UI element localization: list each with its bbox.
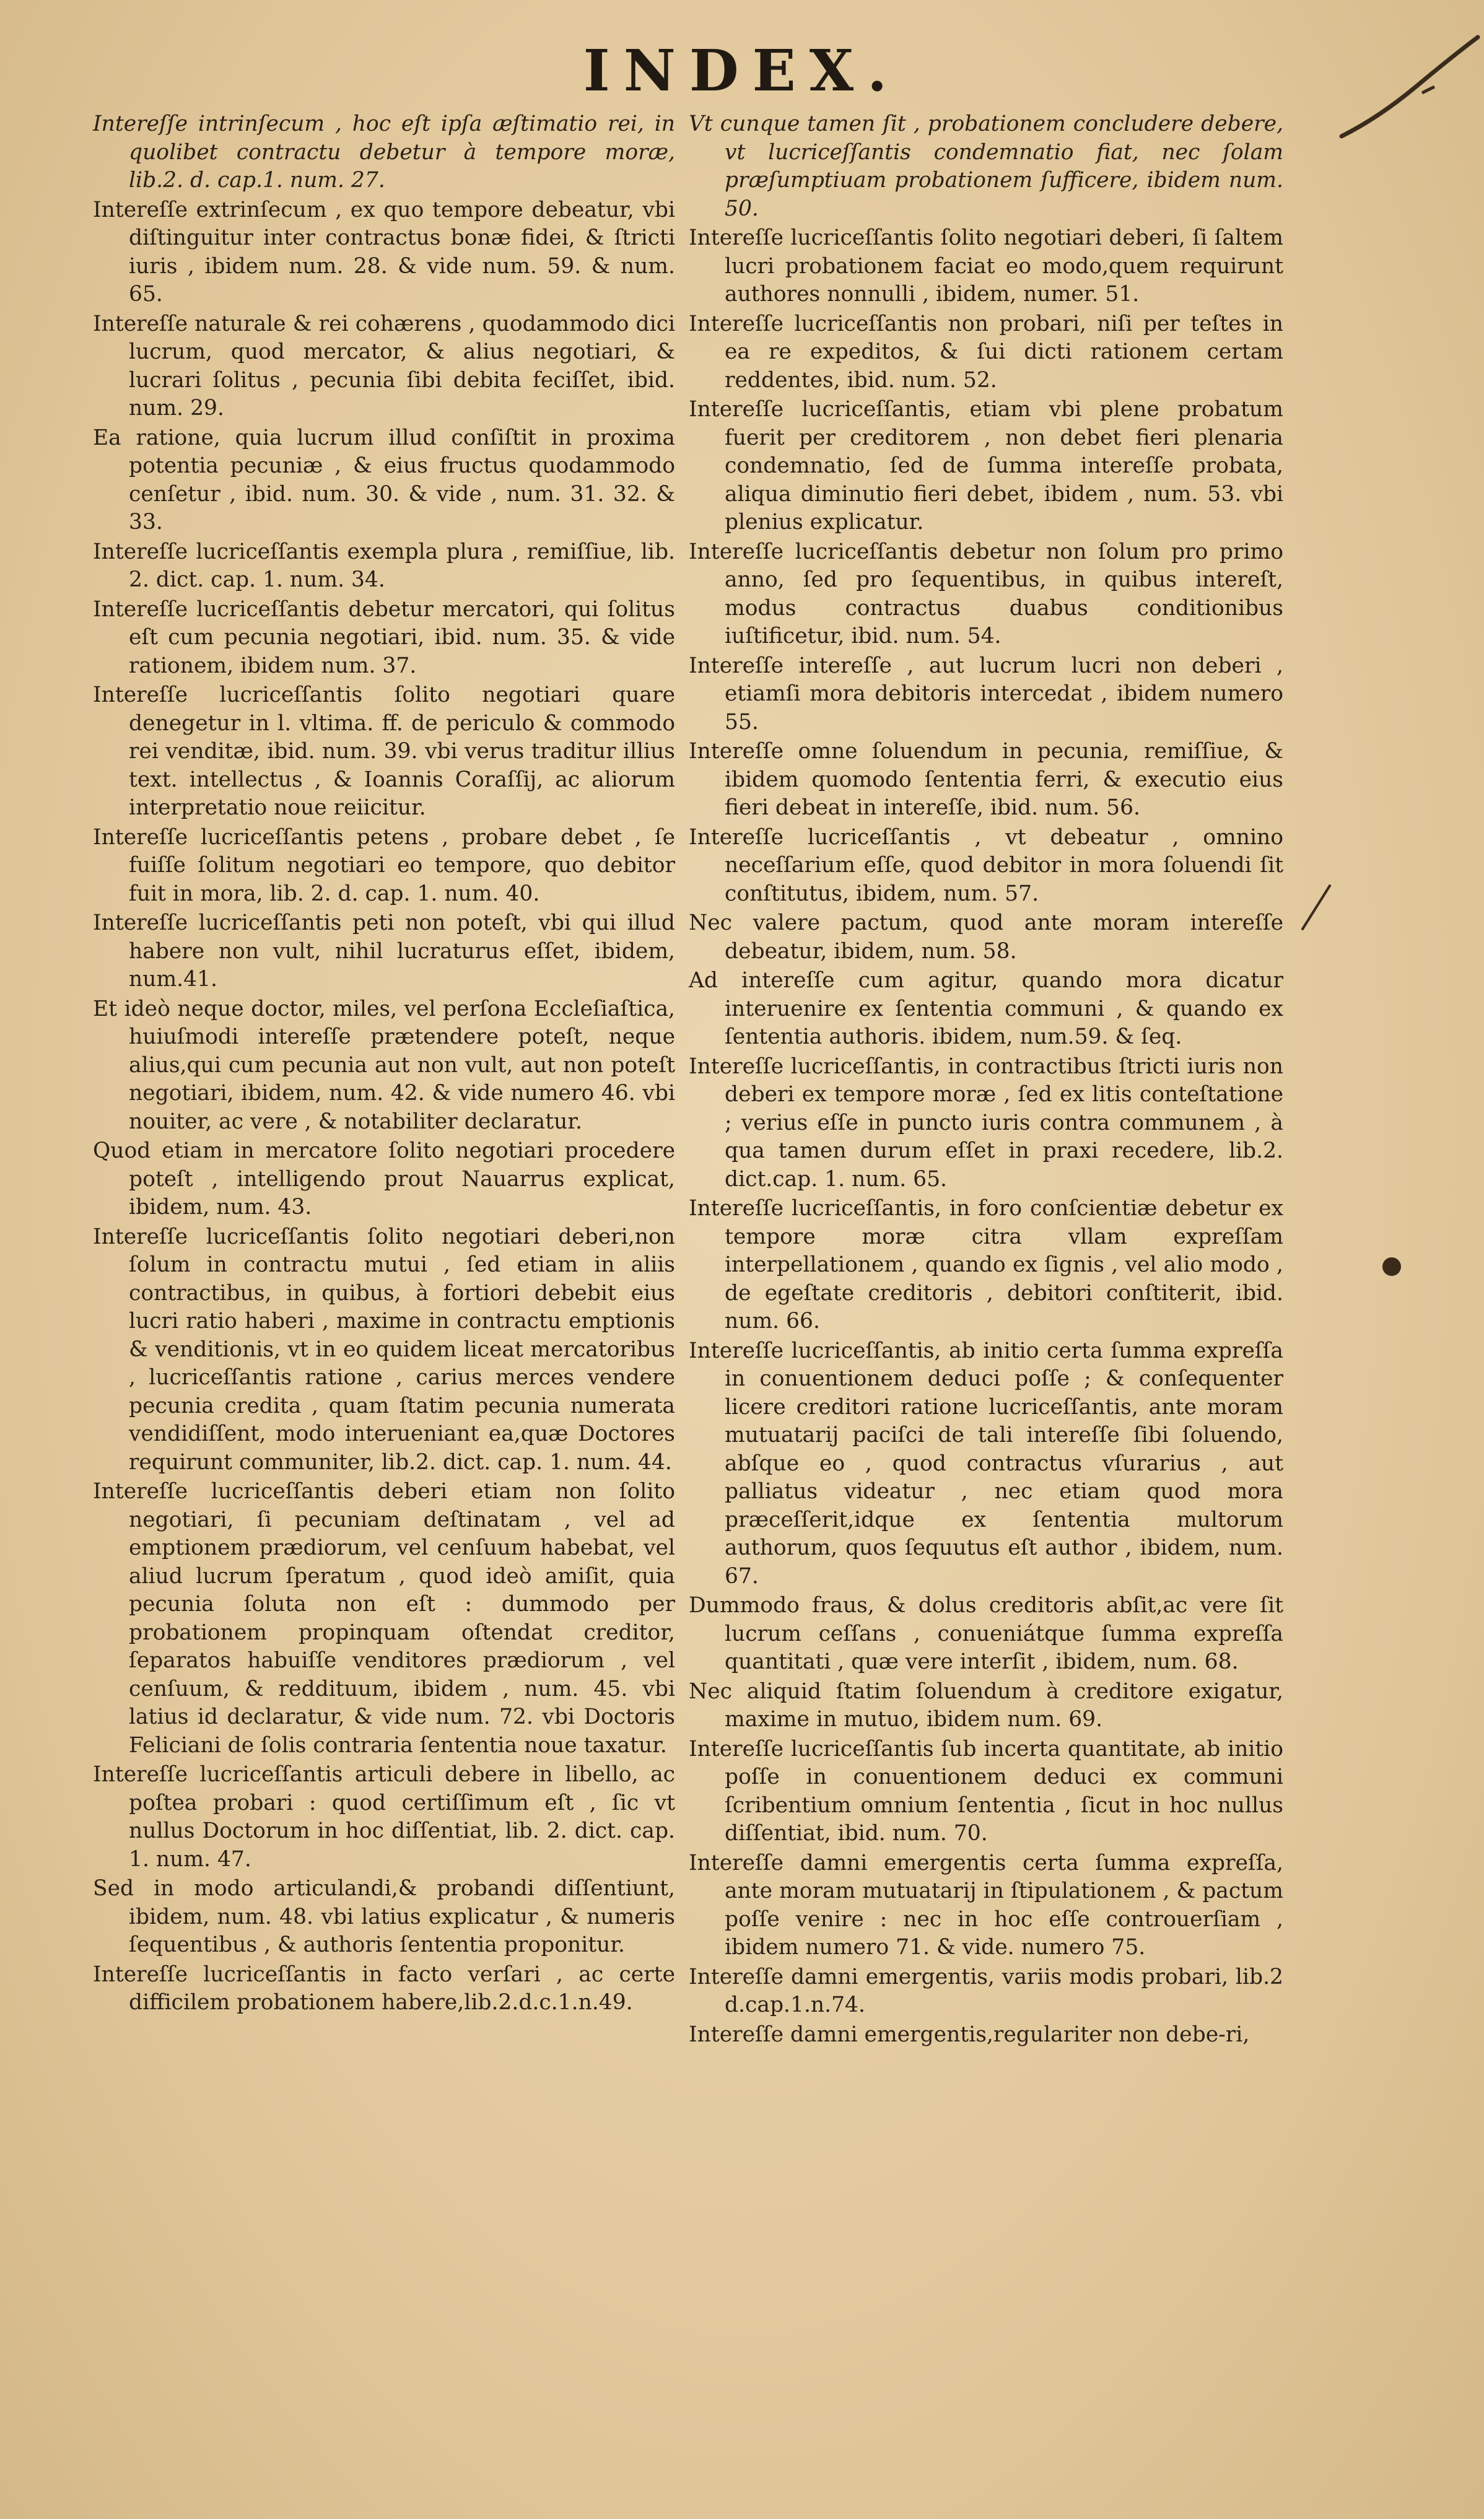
index-entry: Intereſſe extrinſecum , ex quo tempore debeatur, vbi diſtinguitur inter contractus bonæ fidei, & ſtricti iuris , ibidem num. 28. & vide num. 59. & num. 65. xyxy=(93,197,675,307)
right-column xyxy=(689,110,1283,2050)
index-entry: Ea ratione, quia lucrum illud conſiſtit in proxima potentia pecuniæ , & eius fructus quodammodo cenſetur , ibid. num. 30. & vide , num. 31. 32. & 33. xyxy=(93,425,675,535)
index-entry: Intereſſe lucriceſſantis ſolito negotiari deberi, ſi ſaltem lucri probationem faciat eo modo,quem requirunt authores nonnulli , ibidem, numer. 51. xyxy=(689,225,1283,307)
index-entry: Intereſſe lucriceſſantis petens , probare debet , ſe fuiſſe ſolitum negotiari eo tempore, quo debitor fuit in mora, lib. 2. d. cap. 1. num. 40. xyxy=(93,824,675,906)
index-entry: Intereſſe lucriceſſantis, etiam vbi plene probatum fuerit per creditorem , non debet fieri plenaria condemnatio, ſed de ſumma intereſſe probata, aliqua diminutio fieri debet, ibidem , num. 53. vbi plenius explicatur. xyxy=(689,397,1283,535)
index-entry: Intereſſe lucriceſſantis deberi etiam non ſolito negotiari, ſi pecuniam deſtinatam , vel ad emptionem prædiorum, vel cenſuum habebat, vel aliud lucrum ſperatum , quod ideò amiſit, quia pecunia ſoluta non eſt : dummodo per probationem propinquam oſtendat creditor, ſeparatos habuiſſe venditores prædiorum , vel cenſuum, & reddituum, ibidem , num. 45. vbi latius id declaratur, & vide num. 72. vbi Doctoris Feliciani de ſolis contraria ſententia noue taxatur. xyxy=(93,1479,675,1758)
index-entry: Vt cunque tamen ſit , probationem concludere debere, vt lucriceſſantis condemnatio fiat, nec ſolam præſumptiuam probationem ſufficere, ibidem num. 50. xyxy=(689,111,1283,221)
index-entry: Intereſſe lucriceſſantis non probari, niſi per teſtes in ea re expeditos, & ſui dicti rationem certam reddentes, ibid. num. 52. xyxy=(689,311,1283,393)
index-entry: Intereſſe damni emergentis,regulariter non debe-ri, xyxy=(689,2022,1250,2047)
pen-stroke-mark xyxy=(1329,25,1484,167)
index-entry: Intereſſe lucriceſſantis, in contractibus ſtricti iuris non deberi ex tempore moræ , ſed ex litis conteſtatione ; verius eſſe in puncto iuris contra communem , à qua tamen durum eſſet in praxi recedere, lib.2. dict.cap. 1. num. 65. xyxy=(689,1054,1283,1192)
index-entry: Nec valere pactum, quod ante moram intereſſe debeatur, ibidem, num. 58. xyxy=(689,910,1283,964)
index-entry: Intereſſe damni emergentis, variis modis probari, lib.2 d.cap.1.n.74. xyxy=(689,1964,1283,2017)
index-entry: Dummodo fraus, & dolus creditoris abſit,ac vere ſit lucrum ceſſans , conueniátque ſumma expreſſa quantitati , quæ vere interſit , ibidem, num. 68. xyxy=(689,1593,1283,1674)
index-entry: Intereſſe lucriceſſantis debetur non ſolum pro primo anno, ſed pro ſequentibus, in quibus intereſt, modus contractus duabus conditionibus iuſtificetur, ibid. num. 54. xyxy=(689,539,1283,648)
index-entry: Intereſſe lucriceſſantis peti non poteſt, vbi qui illud habere non vult, nihil lucraturus eſſet, ibidem, num.41. xyxy=(93,910,675,992)
index-entry: Ad intereſſe cum agitur, quando mora dicatur interuenire ex ſententia communi , & quando ex ſententia authoris. ibidem, num.59. & ſeq. xyxy=(689,968,1283,1049)
index-entry: Intereſſe lucriceſſantis ſolito negotiari deberi,non ſolum in contractu mutui , ſed etiam in aliis contractibus, in quibus, à fortiori debebit eius lucri ratio haberi , maxime in contractu emptionis & venditionis, vt in eo quidem liceat mercatoribus , lucriceſſantis ratione , carius merces vendere pecunia credita , quam ſtatim pecunia numerata vendidiſſent, modo interueniant ea,quæ Doctores requirunt communiter, lib.2. dict. cap. 1. num. 44. xyxy=(93,1224,675,1475)
index-entry: Intereſſe lucriceſſantis, ab initio certa ſumma expreſſa in conuentionem deduci poſſe ; & conſequenter licere creditori ratione lucriceſſantis, ante moram mutuatarij paciſci de tali intereſſe ſibi ſoluendo, abſque eo , quod contractus vſurarius , aut palliatus videatur , nec etiam quod mora præceſſerit,idque ex ſententia multorum authorum, quos ſequutus eſt author , ibidem, num. 67. xyxy=(689,1338,1283,1589)
index-entry: Nec aliquid ſtatim ſoluendum à creditore exigatur, maxime in mutuo, ibidem num. 69. xyxy=(689,1679,1283,1732)
ink-tick-mark xyxy=(1298,880,1335,935)
index-entry: Sed in modo articulandi,& probandi diſſentiunt, ibidem, num. 48. vbi latius explicatur , & numeris ſequentibus , & authoris ſententia proponitur. xyxy=(93,1876,675,1957)
left-column xyxy=(93,110,675,2019)
index-entry: Intereſſe damni emergentis certa ſumma expreſſa, ante moram mutuatarij in ſtipulationem , & pactum poſſe venire : nec in hoc eſſe controuerſiam , ibidem numero 71. & vide. numero 75. xyxy=(689,1850,1283,1960)
index-entry: Intereſſe lucriceſſantis articuli debere in libello, ac poſtea probari : quod certiſſimum eſt , ſic vt nullus Doctorum in hoc diſſentiat, lib. 2. dict. cap. 1. num. 47. xyxy=(93,1762,675,1872)
ink-blot xyxy=(1382,1257,1401,1276)
index-entry: Intereſſe lucriceſſantis exempla plura , remiſſiue, lib. 2. dict. cap. 1. num. 34. xyxy=(93,539,675,592)
index-entry: Intereſſe lucriceſſantis , vt debeatur , omnino neceſſarium eſſe, quod debitor in mora ſoluendi ſit conſtitutus, ibidem, num. 57. xyxy=(689,824,1283,906)
index-entry: Intereſſe omne ſoluendum in pecunia, remiſſiue, & ibidem quomodo ſententia ferri, & executio eius fieri debeat in intereſſe, ibid. num. 56. xyxy=(689,739,1283,820)
index-entry: Intereſſe lucriceſſantis in facto verſari , ac certe difficilem probationem habere,lib.2.d.c.1.n.49. xyxy=(93,1962,675,2015)
index-entry: Quod etiam in mercatore ſolito negotiari procedere poteſt , intelligendo prout Nauarrus explicat, ibidem, num. 43. xyxy=(93,1138,675,1220)
index-entry: Intereſſe intereſſe , aut lucrum lucri non deberi , etiamſi mora debitoris intercedat , ibidem numero 55. xyxy=(689,653,1283,735)
index-entry: Intereſſe lucriceſſantis ſub incerta quantitate, ab initio poſſe in conuentionem deduci ex communi ſcribentium omnium ſententia , ſicut in hoc nullus diſſentiat, ibid. num. 70. xyxy=(689,1736,1283,1846)
index-entry: Intereſſe intrinſecum , hoc eſt ipſa æſtimatio rei, in quolibet contractu debetur à tempore moræ, lib.2. d. cap.1. num. 27. xyxy=(93,111,675,193)
page-heading: INDEX. xyxy=(583,37,901,104)
index-entry: Intereſſe naturale & rei cohærens , quodammodo dici lucrum, quod mercator, & alius negotiari, & lucrari ſolitus , pecunia ſibi debita feciſſet, ibid. num. 29. xyxy=(93,311,675,421)
index-entry: Intereſſe lucriceſſantis ſolito negotiari quare denegetur in l. vltima. ff. de periculo & commodo rei venditæ, ibid. num. 39. vbi verus traditur illius text. intellectus , & Ioannis Coraſſij, ac aliorum interpretatio noue reiicitur. xyxy=(93,683,675,820)
index-entry: Et ideò neque doctor, miles, vel perſona Eccleſiaſtica, huiuſmodi intereſſe prætendere poteſt, neque alius,qui cum pecunia aut non vult, aut non poteſt negotiari, ibidem, num. 42. & vide numero 46. vbi nouiter, ac vere , & notabiliter declaratur. xyxy=(93,996,675,1134)
index-entry: Intereſſe lucriceſſantis debetur mercatori, qui ſolitus eſt cum pecunia negotiari, ibid. num. 35. & vide rationem, ibidem num. 37. xyxy=(93,596,675,678)
index-entry: Intereſſe lucriceſſantis, in foro conſcientiæ debetur ex tempore moræ citra vllam expreſſam interpellationem , quando ex ſignis , vel alio modo , de egeſtate creditoris , debitori conſtiterit, ibid. num. 66. xyxy=(689,1196,1283,1334)
